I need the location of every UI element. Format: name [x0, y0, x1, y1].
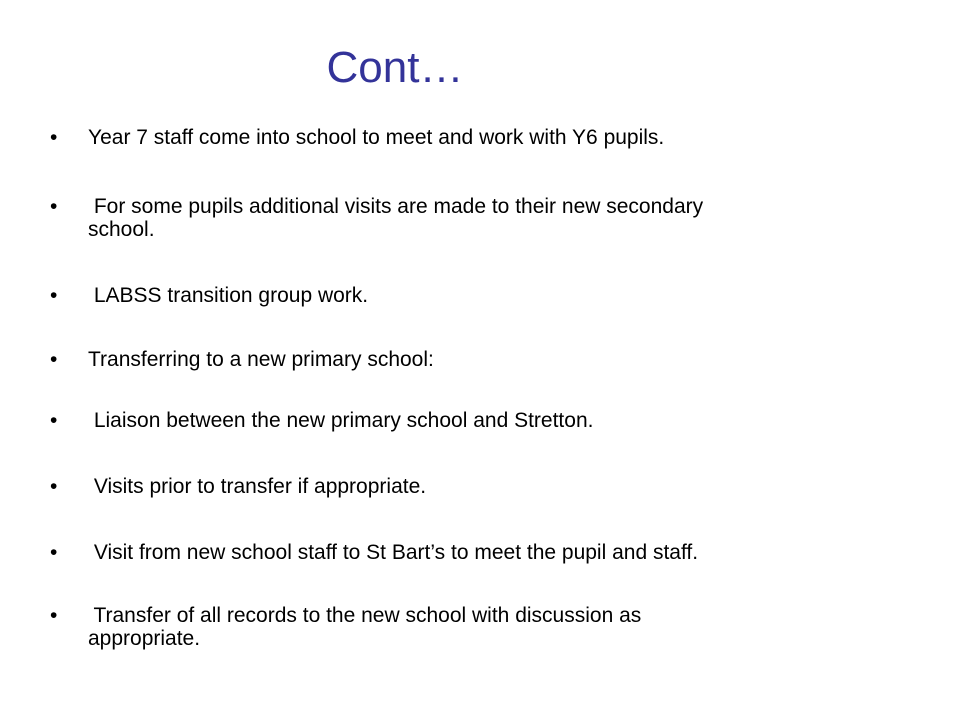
bullet-icon: •	[50, 604, 58, 627]
list-item-line: Liaison between the new primary school and Stretton.	[88, 409, 594, 432]
list-item-line: For some pupils additional visits are made to their new secondary	[88, 195, 704, 218]
list-item-text	[50, 348, 890, 371]
list-item	[50, 604, 890, 650]
list-item-line: LABSS transition group work.	[88, 284, 369, 307]
bullet-icon: •	[50, 284, 58, 307]
list-item	[50, 284, 890, 307]
bullet-icon: •	[50, 475, 58, 498]
list-item-line: appropriate.	[88, 627, 201, 650]
list-item	[50, 126, 890, 149]
list-item-line: Visits prior to transfer if appropriate.	[88, 475, 427, 498]
list-item-text	[50, 126, 890, 149]
list-item-text	[50, 195, 890, 241]
list-item-line: Transfer of all records to the new school with discussion as	[88, 604, 642, 627]
list-item-text	[50, 541, 890, 564]
slide-title: Cont…	[326, 43, 464, 92]
bullet-icon: •	[50, 541, 58, 564]
list-item	[50, 541, 890, 564]
list-item-text	[50, 475, 890, 498]
bullet-icon: •	[50, 195, 58, 218]
bullet-icon: •	[50, 409, 58, 432]
list-item	[50, 348, 890, 371]
list-item-text	[50, 604, 890, 650]
list-item-text	[50, 284, 890, 307]
list-item-line: Year 7 staff come into school to meet and work with Y6 pupils.	[88, 126, 665, 149]
list-item	[50, 195, 890, 241]
bullet-icon: •	[50, 126, 58, 149]
list-item-line: Transferring to a new primary school:	[88, 348, 434, 371]
list-item-line: Visit from new school staff to St Bart’s to meet the pupil and staff.	[88, 541, 699, 564]
list-item	[50, 475, 890, 498]
list-item-line: school.	[88, 218, 155, 241]
list-item	[50, 409, 890, 432]
bullet-icon: •	[50, 348, 58, 371]
list-item-text	[50, 409, 890, 432]
